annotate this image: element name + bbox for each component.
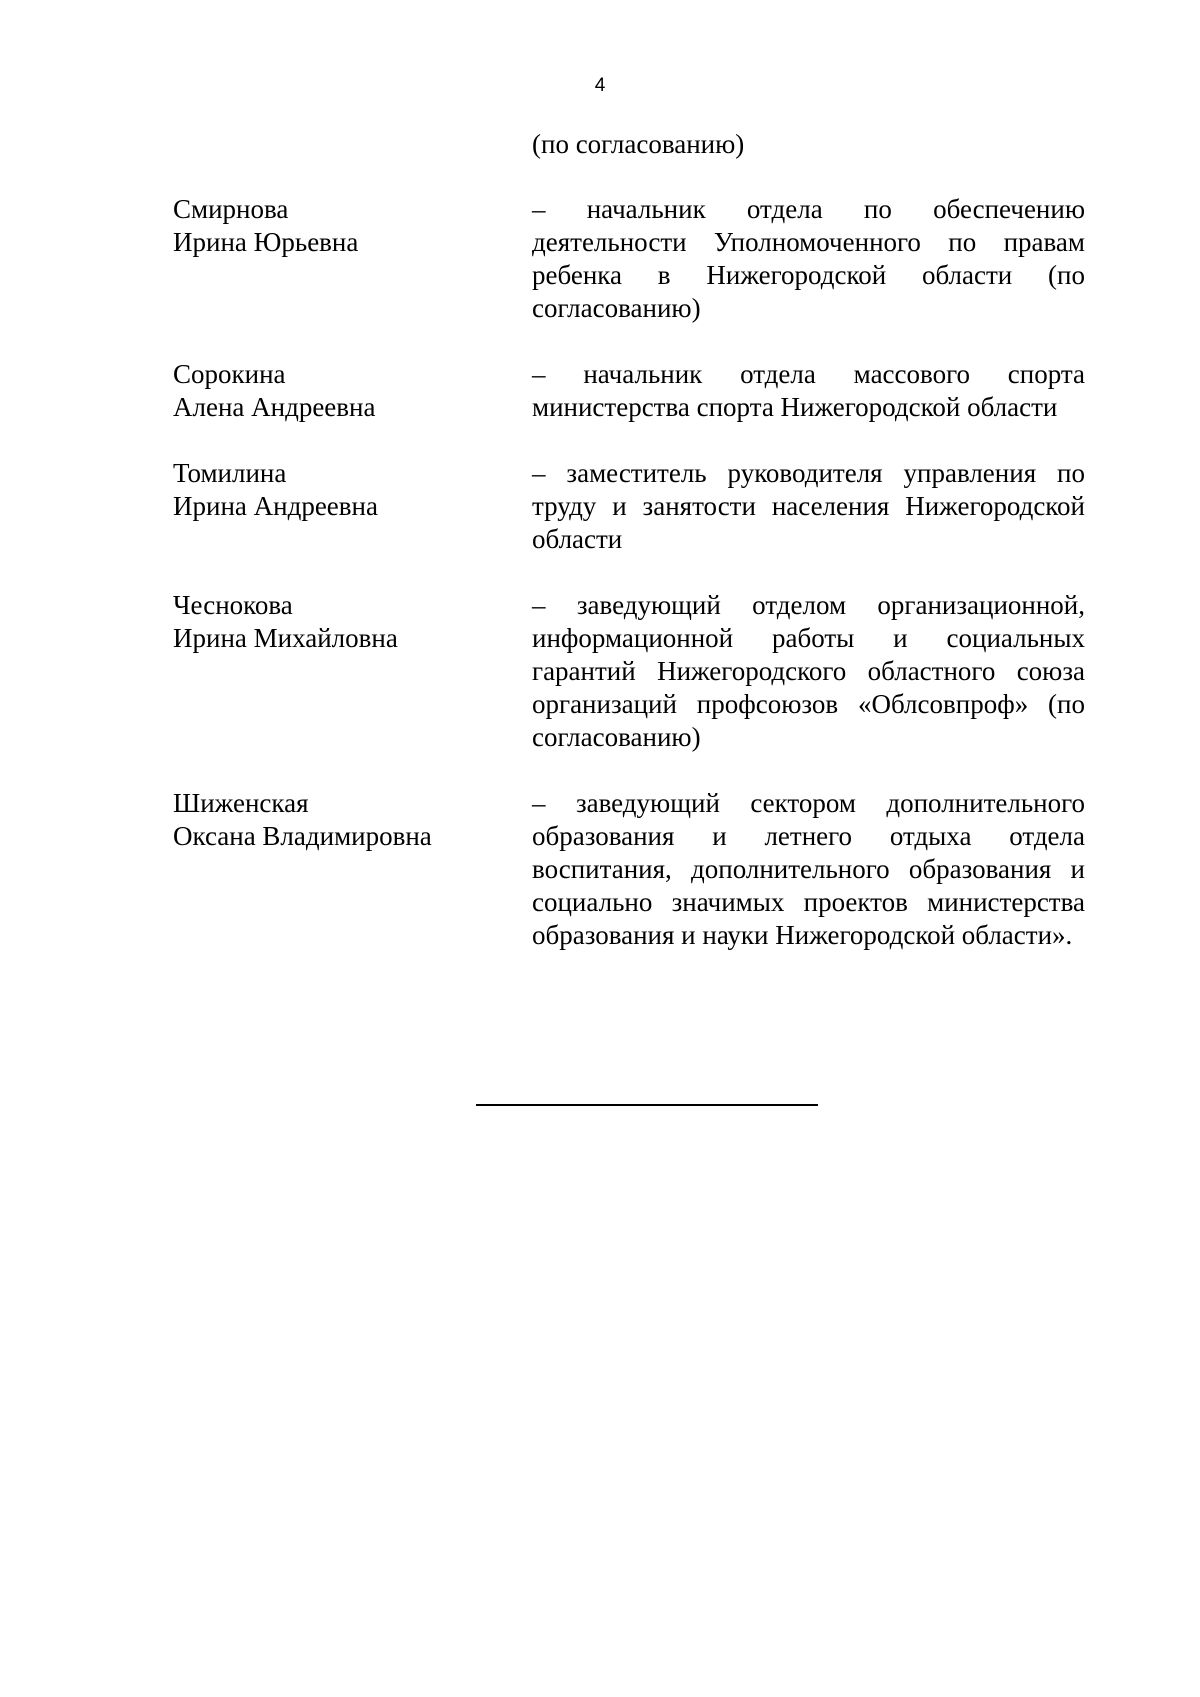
member-given-names: Ирина Андреевна	[173, 491, 378, 521]
member-role: – заведующий отделом организационной, информационной работы и социальных гарантий Нижегородского областного союза организаций профсоюзов «Облсовпроф» (по согласованию)	[532, 590, 1085, 752]
member-role: – заместитель руководителя управления по труду и занятости населения Нижегородской области	[532, 458, 1085, 554]
member-surname: Томилина	[173, 458, 287, 488]
member-name	[173, 589, 532, 754]
member-name	[173, 457, 532, 556]
members-list	[173, 193, 1085, 985]
member-name	[173, 787, 532, 952]
member-name	[173, 193, 532, 325]
member-given-names: Ирина Михайловна	[173, 623, 398, 653]
member-given-names: Ирина Юрьевна	[173, 227, 359, 257]
member-entry-sorokina	[173, 358, 1085, 424]
member-given-names: Алена Андреевна	[173, 392, 376, 422]
member-given-names: Оксана Владимировна	[173, 821, 432, 851]
member-entry-tomilina	[173, 457, 1085, 556]
member-surname: Смирнова	[173, 194, 289, 224]
member-role: – начальник отдела массового спорта министерства спорта Нижегородской области	[532, 359, 1085, 422]
member-entry-smirnova	[173, 193, 1085, 325]
continuation-text: (по согласованию)	[532, 129, 745, 159]
member-surname: Шиженская	[173, 788, 309, 818]
member-name	[173, 358, 532, 424]
member-entry-chesnokova	[173, 589, 1085, 754]
member-surname: Сорокина	[173, 359, 286, 389]
member-entry-shizhenskaya	[173, 787, 1085, 952]
member-role: – начальник отдела по обеспечению деятельности Уполномоченного по правам ребенка в Нижегородской области (по согласованию)	[532, 194, 1085, 323]
page-number: 4	[594, 75, 606, 96]
end-of-document-rule	[476, 1104, 818, 1106]
member-role: – заведующий сектором дополнительного образования и летнего отдыха отдела воспитания, дополнительного образования и социально значимых проектов министерства образования и науки Нижегородской области».	[532, 788, 1085, 950]
member-surname: Чеснокова	[173, 590, 293, 620]
